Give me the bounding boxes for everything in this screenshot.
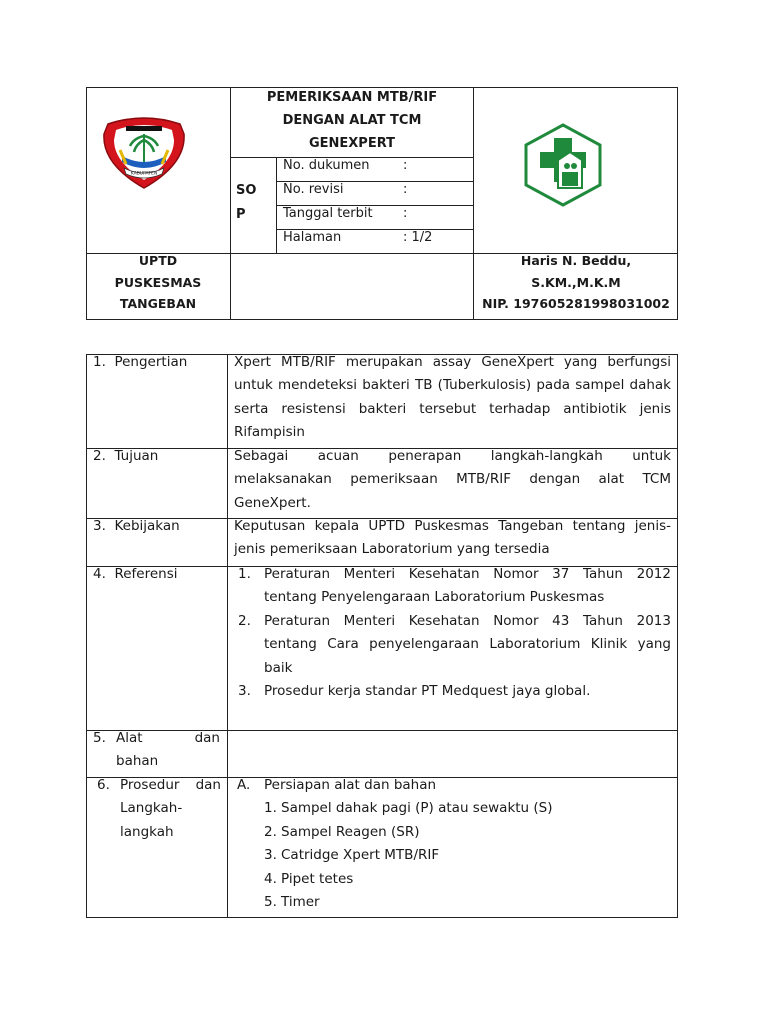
row-label-tujuan: 2. Tujuan: [93, 448, 159, 464]
procedure-subheading: [234, 774, 671, 797]
content-divider: [227, 354, 228, 918]
reference-item: [234, 610, 671, 680]
signer-block: [474, 250, 678, 315]
procedure-item-text: Sampel Reagen (SR): [281, 823, 420, 840]
reference-num: 3.: [238, 683, 251, 700]
reference-list: [234, 563, 671, 703]
row-label-word: dan: [194, 730, 220, 746]
doc-field-value: : 1/2: [403, 230, 433, 245]
reference-text: Peraturan Menteri Kesehatan Nomor 43 Tahun 2013 tentang Cara penyelengaraan Laboratorium Klinik yang baik: [264, 612, 671, 676]
title-line-3: GENEXPERT: [308, 136, 396, 151]
signer-degree: S.KM.,M.K.M: [531, 274, 621, 290]
sop-line-2: P: [236, 207, 246, 222]
health-logo: [522, 122, 604, 208]
doc-field-number: [277, 155, 473, 179]
title-line-2: DENGAN ALAT TCM: [282, 113, 422, 128]
row-label-referensi: 4. Referensi: [93, 566, 178, 582]
doc-field-page: [277, 227, 473, 251]
regency-logo: [100, 112, 188, 192]
procedure-sub-num: A.: [237, 777, 251, 793]
procedure-block: [234, 774, 671, 914]
doc-field-label: No. revisi: [283, 182, 344, 197]
procedure-item: [234, 868, 671, 891]
organization-name: [86, 250, 230, 315]
row-label-num: 6.: [97, 777, 110, 793]
org-line-1: UPTD: [138, 253, 178, 268]
sop-line-1: SO: [236, 183, 257, 198]
row-label-word: dan: [195, 777, 221, 793]
procedure-item: [234, 844, 671, 867]
row-label-num: 5.: [93, 730, 106, 746]
row-label-alat: [93, 727, 221, 774]
procedure-item-text: Timer: [281, 894, 320, 911]
org-line-3: TANGEBAN: [119, 296, 197, 311]
row-label-word: langkah: [120, 823, 174, 840]
doc-field-value: :: [403, 158, 408, 173]
procedure-item: [234, 797, 671, 820]
procedure-item: [234, 821, 671, 844]
row-text-kebijakan: Keputusan kepala UPTD Puskesmas Tangeban tentang jenis-jenis pemeriksaan Laboratorium yang tersedia: [234, 518, 671, 558]
row-label-word: bahan: [116, 753, 159, 770]
doc-field-label: No. dukumen: [283, 158, 370, 173]
procedure-item-num: 1.: [264, 800, 277, 817]
row-label-word: Prosedur: [120, 777, 180, 793]
row-label-word: Langkah-: [120, 800, 183, 817]
signer-nip: NIP. 197605281998031002: [482, 296, 670, 311]
procedure-item: [234, 891, 671, 914]
row-label-pengertian: 1. Pengertian: [93, 354, 188, 370]
reference-num: 1.: [238, 566, 251, 582]
doc-field-label: Tanggal terbit: [283, 206, 373, 221]
logo-caption: KABUPATEN: [130, 171, 158, 177]
regency-crest-icon: [100, 112, 188, 192]
procedure-item-text: Sampel dahak pagi (P) atau sewaktu (S): [281, 800, 553, 817]
procedure-item-num: 4.: [264, 870, 277, 887]
document-title: [230, 86, 474, 155]
procedure-item-num: 5.: [264, 894, 277, 911]
org-line-2: PUSKESMAS: [114, 274, 202, 290]
procedure-item-text: Catridge Xpert MTB/RIF: [281, 847, 440, 864]
reference-item: [234, 680, 671, 703]
reference-text: Peraturan Menteri Kesehatan Nomor 37 Tahun 2012 tentang Penyelengaraan Laboratorium Puskesmas: [264, 566, 671, 606]
doc-field-value: :: [403, 182, 408, 197]
procedure-item-num: 3.: [264, 847, 277, 864]
row-text-tujuan: Sebagai acuan penerapan langkah-langkah untuk melaksanakan pemeriksaan MTB/RIF dengan alat TCM GeneXpert.: [234, 448, 671, 511]
procedure-item-text: Pipet tetes: [281, 870, 354, 887]
doc-field-revision: [277, 179, 473, 203]
reference-text: Prosedur kerja standar PT Medquest jaya global.: [264, 683, 591, 700]
procedure-sub-title: Persiapan alat dan bahan: [264, 777, 437, 793]
signer-name: Haris N. Beddu,: [520, 253, 632, 268]
health-cross-icon: [522, 122, 604, 208]
row-label-kebijakan: 3. Kebijakan: [93, 518, 180, 534]
doc-field-value: :: [403, 206, 408, 221]
row-text-pengertian: Xpert MTB/RIF merupakan assay GeneXpert yang berfungsi untuk mendeteksi bakteri TB (Tuberkulosis) pada sampel dahak serta resistensi bakteri tersebut terhadap antibiotik jenis Rifampisin: [234, 354, 671, 441]
procedure-item-num: 2.: [264, 823, 277, 840]
row-label-prosedur: [97, 774, 221, 844]
sop-label: [236, 179, 272, 227]
reference-item: [234, 563, 671, 610]
reference-num: 2.: [238, 612, 251, 629]
row-label-word: Alat: [116, 730, 143, 746]
doc-field-issue-date: [277, 203, 473, 227]
title-line-1: PEMERIKSAAN MTB/RIF: [266, 90, 438, 105]
doc-field-label: Halaman: [283, 230, 342, 245]
